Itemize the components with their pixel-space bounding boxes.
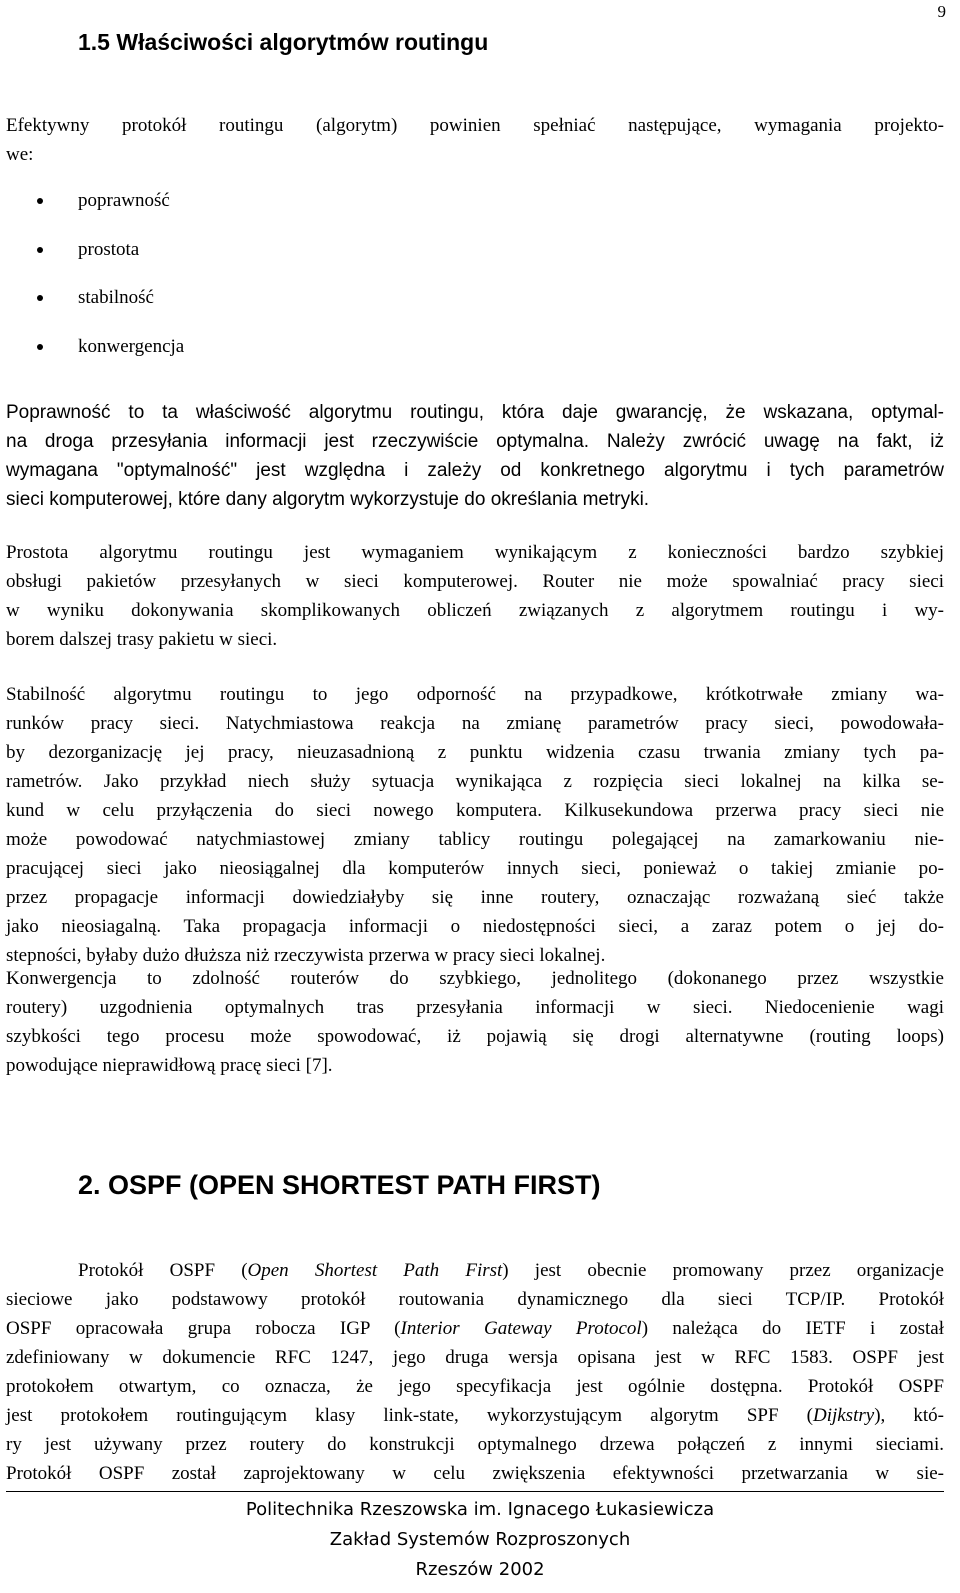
- bullet-icon: [37, 344, 43, 350]
- page-footer: [0, 1495, 960, 1585]
- emphasis-text: Dijkstry: [812, 1405, 875, 1426]
- text-line: routery) uzgodnienia optymalnych tras przesyłania informacji w sieci. Niedocenienie wagi: [6, 997, 944, 1018]
- footer-place-year: Rzeszów 2002: [415, 1559, 545, 1580]
- text-line: sieci komputerowej, które dany algorytm wykorzystuje do określania metryki.: [6, 489, 650, 510]
- text-line: we:: [6, 144, 34, 165]
- text-line: Efektywny protokół routingu (algorytm) powinien spełniać następujące, wymagania projekto-: [6, 115, 944, 136]
- text-line: zdefiniowany w dokumencie RFC 1247, jego druga wersja opisana jest w RFC 1583. OSPF jest: [6, 1347, 944, 1368]
- text-line: [6, 1256, 944, 1285]
- paragraph-stabilnosc: [6, 680, 944, 970]
- text-line: szybkości tego procesu może spowodować, iż pojawią się drogi alternatywne (routing loops): [6, 1026, 944, 1047]
- section-heading: 1.5 Właściwości algorytmów routingu: [78, 29, 489, 55]
- text-line: na droga przesyłania informacji jest rzeczywiście optymalna. Należy zwrócić uwagę na fakt, iż: [6, 431, 944, 452]
- text-line: borem dalszej trasy pakietu w sieci.: [6, 629, 278, 650]
- text-line: [6, 1401, 944, 1430]
- footer-institution: Politechnika Rzeszowska im. Ignacego Łukasiewicza: [245, 1499, 715, 1520]
- list-item: [0, 186, 184, 235]
- emphasis-text: Interior Gateway Protocol: [400, 1318, 642, 1339]
- paragraph-prostota: [6, 538, 944, 654]
- text-line: może powodować natychmiastowej zmiany tablicy routingu polegającej na zamarkowaniu nie-: [6, 829, 944, 850]
- paragraph-poprawnosc: [6, 398, 944, 514]
- intro-paragraph: [6, 111, 944, 169]
- text-segment: OSPF opracowała grupa robocza IGP (: [6, 1318, 401, 1339]
- text-line: powodujące nieprawidłową pracę sieci [7].: [6, 1055, 333, 1076]
- list-item: [0, 283, 184, 332]
- text-segment: jest protokołem routingującym klasy link-state, wykorzystującym algorytm SPF (: [6, 1405, 813, 1426]
- chapter-heading: 2. OSPF (OPEN SHORTEST PATH FIRST): [78, 1170, 601, 1200]
- text-segment: ) należąca do IETF i został: [641, 1318, 944, 1339]
- list-item: [0, 235, 184, 284]
- text-line: protokołem otwartym, co oznacza, że jego specyfikacja jest ogólnie dostępna. Protokół OSPF: [6, 1376, 944, 1397]
- list-item-label: konwergencja: [78, 335, 185, 357]
- text-line: sieciowe jako podstawowy protokół routowania dynamicznego dla sieci TCP/IP. Protokół: [6, 1289, 944, 1310]
- bullet-icon: [37, 247, 43, 253]
- text-line: by dezorganizację jej pracy, nieuzasadnioną z punktu widzenia czasu trwania zmiany tych pa-: [6, 742, 944, 763]
- text-segment: ), któ-: [874, 1405, 944, 1426]
- footer-divider: [6, 1491, 944, 1492]
- text-line: runków pracy sieci. Natychmiastowa reakcja na zmianę parametrów pracy sieci, powodowała-: [6, 713, 944, 734]
- list-item-label: stabilność: [78, 287, 154, 308]
- paragraph-ospf: [6, 1256, 944, 1488]
- text-line: obsługi pakietów przesyłanych w sieci komputerowej. Router nie może spowalniać pracy sieci: [6, 571, 944, 592]
- text-segment: Protokół OSPF (: [78, 1260, 248, 1281]
- text-line: Konwergencja to zdolność routerów do szybkiego, jednolitego (dokonanego przez wszystkie: [6, 968, 944, 989]
- list-item: [0, 332, 184, 381]
- text-line: w wyniku dokonywania skomplikowanych obliczeń związanych z algorytmem routingu i wy-: [6, 600, 944, 621]
- text-line: wymagana "optymalność" jest względna i zależy od konkretnego algorytmu i tych parametrów: [6, 460, 944, 481]
- text-line: [6, 1314, 944, 1343]
- bullet-icon: [37, 198, 43, 204]
- text-line: rametrów. Jako przykład niech służy sytuacja wynikająca z rozpięcia sieci lokalnej na kilka se-: [6, 771, 944, 792]
- bullet-icon: [37, 295, 43, 301]
- text-line: jako nieosiagalną. Taka propagacja informacji o niedostępności sieci, a zaraz potem o jej do-: [6, 916, 944, 937]
- text-line: pracującej sieci jako nieosiągalnej dla komputerów innych sieci, ponieważ o takiej zmianie po-: [6, 858, 944, 879]
- list-item-label: poprawność: [78, 190, 170, 211]
- text-line: Stabilność algorytmu routingu to jego odporność na przypadkowe, krótkotrwałe zmiany wa-: [6, 684, 944, 705]
- page-number: 9: [937, 2, 946, 21]
- text-line: stepności, byłaby dużo dłuższa niż rzeczywista przerwa w pracy sieci lokalnej.: [6, 945, 606, 966]
- text-line: Prostota algorytmu routingu jest wymaganiem wynikającym z konieczności bardzo szybkiej: [6, 542, 944, 563]
- list-item-label: prostota: [78, 238, 140, 260]
- text-line: ry jest używany przez routery do konstrukcji optymalnego drzewa połączeń z innymi sieciami.: [6, 1434, 944, 1455]
- text-line: Protokół OSPF został zaprojektowany w celu zwiększenia efektywności przetwarzania w sie-: [6, 1463, 944, 1484]
- requirements-list: [0, 186, 184, 380]
- text-line: kund w celu przyłączenia do sieci nowego komputera. Kilkusekundowa przerwa pracy sieci nie: [6, 800, 944, 821]
- text-line: Poprawność to ta właściwość algorytmu routingu, która daje gwarancję, że wskazana, optymal-: [6, 402, 944, 423]
- emphasis-text: Open Shortest Path First: [247, 1260, 503, 1281]
- text-line: przez propagacje informacji dowiedziałyby się inne routery, oznaczając rozważaną sieć także: [6, 887, 944, 908]
- footer-department: Zakład Systemów Rozproszonych: [329, 1529, 631, 1550]
- text-segment: ) jest obecnie promowany przez organizacje: [502, 1260, 944, 1281]
- paragraph-konwergencja: [6, 964, 944, 1080]
